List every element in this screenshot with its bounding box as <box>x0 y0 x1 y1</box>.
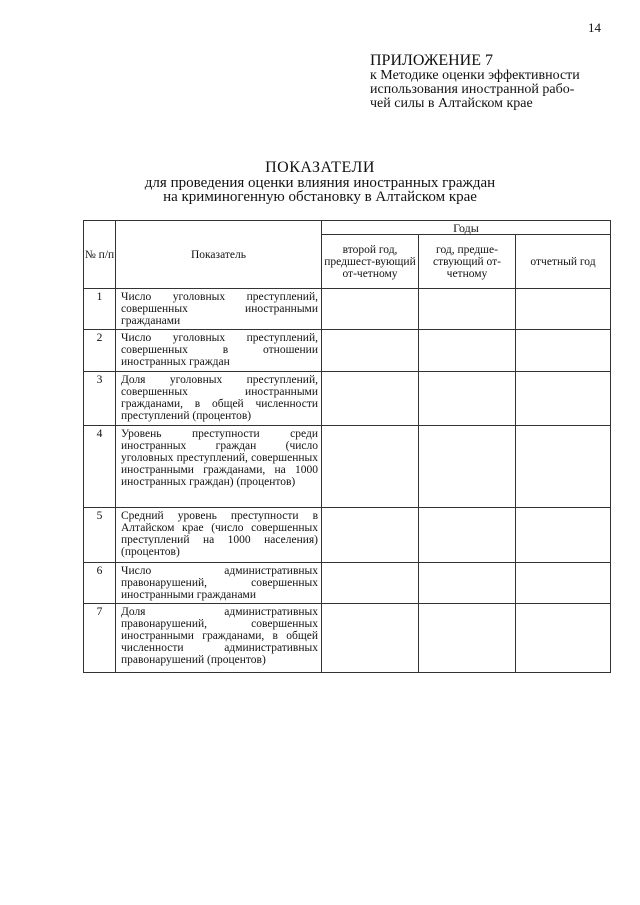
table-row <box>84 330 611 372</box>
row-indicator: Число уголовных преступлений, совершенных в отношении иностранных граждан <box>116 330 322 372</box>
table-row <box>84 289 611 330</box>
value-cell <box>516 289 611 330</box>
row-number: 1 <box>84 289 116 330</box>
appendix-title: ПРИЛОЖЕНИЕ 7 <box>370 52 494 69</box>
heading-title: ПОКАЗАТЕЛИ <box>265 159 375 176</box>
header-year-col: год, предше-ствующий от-четному <box>419 235 516 289</box>
row-indicator: Число административных правонарушений, совершенных иностранными гражданами <box>116 563 322 604</box>
value-cell <box>419 508 516 563</box>
row-indicator: Доля административных правонарушений, совершенных иностранными гражданами, в общей численности административных правонарушений (процентов) <box>116 604 322 673</box>
value-cell <box>516 372 611 426</box>
page-number: 14 <box>588 20 601 35</box>
row-number: 2 <box>84 330 116 372</box>
row-number: 3 <box>84 372 116 426</box>
value-cell <box>322 563 419 604</box>
indicators-table <box>83 220 611 673</box>
row-indicator: Доля уголовных преступлений, совершенных иностранными гражданами, в общей численности преступлений (процентов) <box>116 372 322 426</box>
row-indicator: Средний уровень преступности в Алтайском крае (число совершенных преступлений на 1000 населения) (процентов) <box>116 508 322 563</box>
header-year-col: отчетный год <box>516 235 611 289</box>
table-row <box>84 372 611 426</box>
value-cell <box>516 563 611 604</box>
document-heading <box>0 159 640 204</box>
value-cell <box>516 330 611 372</box>
row-indicator: Число уголовных преступлений, совершенных иностранными гражданами <box>116 289 322 330</box>
header-num: № п/п <box>84 221 116 289</box>
value-cell <box>516 508 611 563</box>
header-years: Годы <box>322 221 611 235</box>
appendix-line: к Методике оценки эффективности <box>370 68 580 83</box>
value-cell <box>419 563 516 604</box>
table-row <box>84 426 611 508</box>
value-cell <box>516 426 611 508</box>
row-number: 4 <box>84 426 116 508</box>
row-number: 5 <box>84 508 116 563</box>
value-cell <box>419 372 516 426</box>
value-cell <box>322 289 419 330</box>
value-cell <box>419 426 516 508</box>
table-row <box>84 563 611 604</box>
table-row <box>84 508 611 563</box>
appendix-block <box>370 53 630 111</box>
heading-subtitle-line: для проведения оценки влияния иностранных граждан <box>144 175 496 191</box>
appendix-line: чей силы в Алтайском крае <box>370 96 533 111</box>
row-indicator: Уровень преступности среди иностранных граждан (число уголовных преступлений, совершенных иностранными гражданами, на 1000 иностранных граждан) (процентов) <box>116 426 322 508</box>
value-cell <box>419 330 516 372</box>
header-year-col: второй год, предшест-вующий от-четному <box>322 235 419 289</box>
heading-subtitle-line: на криминогенную обстановку в Алтайском крае <box>163 189 477 205</box>
value-cell <box>322 508 419 563</box>
row-number: 6 <box>84 563 116 604</box>
row-number: 7 <box>84 604 116 673</box>
table-row <box>84 604 611 673</box>
value-cell <box>322 604 419 673</box>
header-indicator: Показатель <box>116 221 322 289</box>
value-cell <box>419 289 516 330</box>
value-cell <box>516 604 611 673</box>
appendix-line: использования иностранной рабо- <box>370 82 575 97</box>
value-cell <box>322 426 419 508</box>
value-cell <box>322 330 419 372</box>
value-cell <box>322 372 419 426</box>
value-cell <box>419 604 516 673</box>
